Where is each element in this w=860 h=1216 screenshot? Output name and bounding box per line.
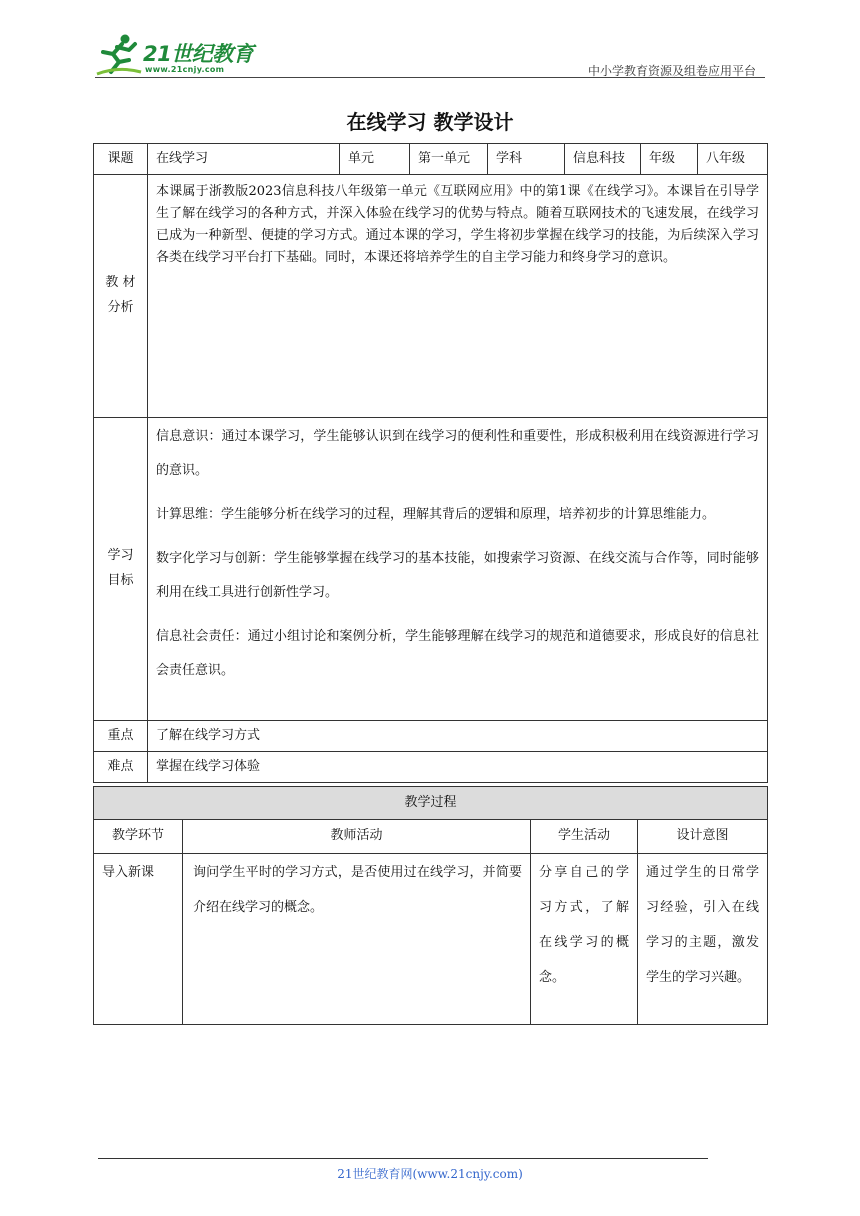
- course-label: 课题: [94, 144, 148, 175]
- key-point-value: 了解在线学习方式: [148, 721, 768, 752]
- footer-divider: [98, 1158, 708, 1159]
- grade-label: 年级: [641, 144, 698, 175]
- design-intent-cell: 通过学生的日常学习经验，引入在线学习的主题，激发学生的学习兴趣。: [638, 854, 768, 1025]
- column-header: 设计意图: [638, 820, 768, 854]
- course-value: 在线学习: [148, 144, 340, 175]
- key-point-label: 重点: [94, 721, 148, 752]
- logo-text: 21世纪教育: [143, 42, 254, 66]
- objectives-label: 学习 目标: [94, 418, 148, 721]
- objectives-list: [148, 418, 768, 721]
- logo-url: www.21cnjy.com: [145, 65, 225, 74]
- subject-label: 学科: [488, 144, 565, 175]
- analysis-label: 教 材 分析: [94, 175, 148, 418]
- stage-cell: 导入新课: [94, 854, 183, 1025]
- objective-item: 计算思维：学生能够分析在线学习的过程，理解其背后的逻辑和原理，培养初步的计算思维能力。: [156, 507, 716, 522]
- column-header: 教师活动: [183, 820, 531, 854]
- key-point-row: [94, 721, 768, 752]
- info-row: [94, 144, 768, 175]
- difficult-point-label: 难点: [94, 752, 148, 783]
- header-divider: [95, 77, 765, 78]
- footer-text: 21世纪教育网(www.21cnjy.com): [337, 1167, 523, 1181]
- difficult-point-value: 掌握在线学习体验: [148, 752, 768, 783]
- objective-item: 数字化学习与创新：学生能够掌握在线学习的基本技能，如搜索学习资源、在线交流与合作等，同时能够利用在线工具进行创新性学习。: [156, 551, 759, 600]
- objectives-row: [94, 418, 768, 721]
- runner-logo-icon: [95, 32, 143, 78]
- process-section-title: 教学过程: [94, 787, 768, 820]
- page-title: 在线学习 教学设计: [346, 110, 514, 134]
- difficult-point-row: [94, 752, 768, 783]
- column-header: 教学环节: [94, 820, 183, 854]
- lesson-info-table: [93, 143, 768, 783]
- objective-item: 信息社会责任：通过小组讨论和案例分析，学生能够理解在线学习的规范和道德要求，形成良好的信息社会责任意识。: [156, 629, 759, 678]
- analysis-row: [94, 175, 768, 418]
- analysis-text: 本课属于浙教版2023信息科技八年级第一单元《互联网应用》中的第1课《在线学习》。本课旨在引导学生了解在线学习的各种方式，并深入体验在线学习的优势与特点。随着互联网技术的飞速发展，在线学习已成为一种新型、便捷的学习方式。通过本课的学习，学生将初步掌握在线学习的技能，为后续深入学习各类在线学习平台打下基础。同时，本课还将培养学生的自主学习能力和终身学习的意识。: [148, 175, 768, 418]
- student-activity-cell: 分享自己的学习方式，了解在线学习的概念。: [531, 854, 638, 1025]
- subject-value: 信息科技: [565, 144, 641, 175]
- teacher-activity-cell: 询问学生平时的学习方式，是否使用过在线学习，并简要介绍在线学习的概念。: [183, 854, 531, 1025]
- header-tagline: 中小学教育资源及组卷应用平台: [587, 64, 756, 78]
- objective-item: 信息意识：通过本课学习，学生能够认识到在线学习的便利性和重要性，形成积极利用在线资源进行学习的意识。: [156, 429, 759, 478]
- logo: [95, 32, 260, 78]
- unit-label: 单元: [340, 144, 410, 175]
- unit-value: 第一单元: [410, 144, 488, 175]
- process-header-row: [94, 820, 768, 854]
- table-row: [94, 854, 768, 1025]
- column-header: 学生活动: [531, 820, 638, 854]
- grade-value: 八年级: [698, 144, 768, 175]
- teaching-process-table: [93, 786, 768, 1025]
